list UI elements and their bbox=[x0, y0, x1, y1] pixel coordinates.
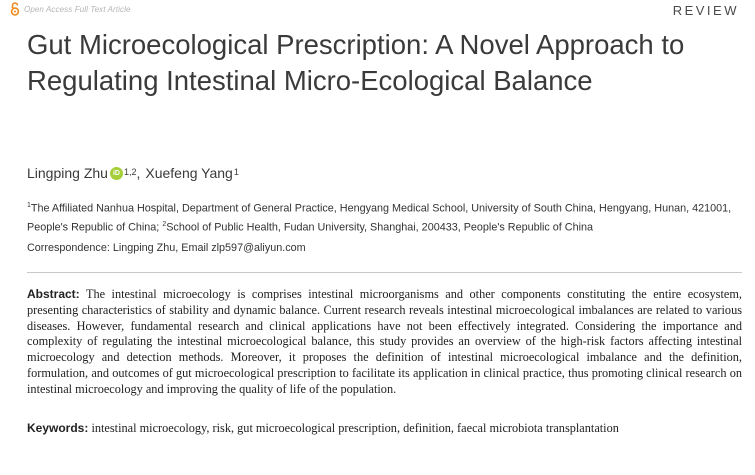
author-name-2[interactable]: Xuefeng Yang bbox=[145, 165, 233, 181]
affiliation-1-number: 1 bbox=[27, 202, 31, 209]
open-access-lock-icon bbox=[10, 2, 20, 16]
author-name-1[interactable]: Lingping Zhu bbox=[27, 165, 108, 181]
abstract bbox=[27, 287, 742, 398]
article-title: Gut Microecological Prescription: A Novel Approach to Regulating Intestinal Micro-Ecological Balance bbox=[27, 29, 685, 96]
keywords-label: Keywords: bbox=[27, 421, 89, 435]
orcid-icon[interactable]: iD bbox=[110, 167, 123, 180]
author-affil-1: 1,2 bbox=[123, 167, 137, 177]
author-affil-2: 1 bbox=[233, 167, 239, 177]
affiliation-2-text: School of Public Health, Fudan University, Shanghai, 200433, People's Republic of China bbox=[166, 221, 594, 234]
keywords-text: intestinal microecology, risk, gut microecological prescription, definition, faecal microbiota transplantation bbox=[91, 421, 619, 435]
correspondence: Correspondence: Lingping Zhu, Email zlp597@aliyun.com bbox=[27, 242, 306, 254]
affiliation-2-number: 2 bbox=[162, 220, 167, 228]
open-access-badge bbox=[10, 2, 131, 16]
article-type-label: REVIEW bbox=[672, 3, 739, 18]
author-list bbox=[27, 165, 239, 181]
abstract-text: The intestinal microecology is comprises intestinal microorganisms and other components constituting the entire ecosystem, presenting characteristics of stability and dynamic balance. Current research reveals intestinal microecological imbalances are related to various diseases. However, fundamental research and clinical applications have not been effectively integrated. Considering the importance and complexity of regulating the intestinal microecological balance, this study provides an overview of the high-risk factors affecting intestinal microecology and detection methods. Moreover, it proposes the definition of intestinal microecological imbalance and the definition, formulation, and outcomes of gut microecological prescription to facilitate its application in clinical practice, thus promoting clinical research on intestinal microecology and improving the quality of life of the population. bbox=[27, 287, 742, 396]
open-access-label: Open Access Full Text Article bbox=[24, 4, 131, 14]
affiliation-1-text: The Affiliated Nanhua Hospital, Department of General Practice, Hengyang Medical School, University of South China, Hengyang, Hunan, 421001, People's Republic of China; bbox=[27, 202, 732, 234]
section-divider bbox=[27, 272, 742, 273]
affiliations bbox=[27, 198, 742, 235]
top-bar bbox=[10, 2, 739, 18]
abstract-label: Abstract: bbox=[27, 287, 80, 301]
author-separator: , bbox=[136, 165, 141, 181]
keywords bbox=[27, 420, 742, 436]
